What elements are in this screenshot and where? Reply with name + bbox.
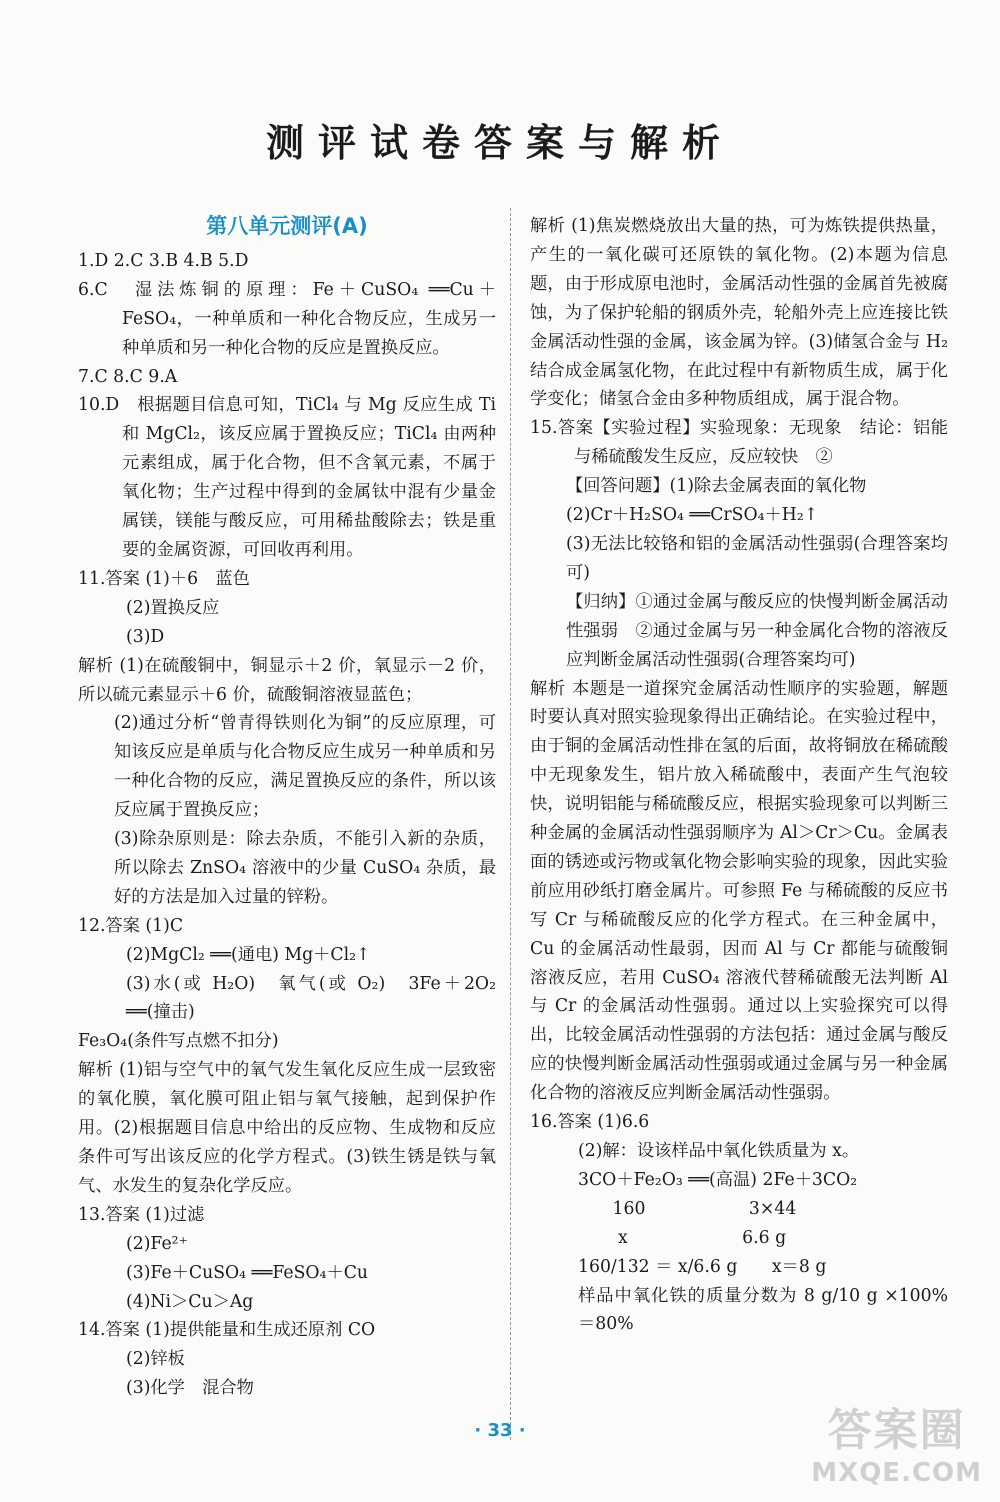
right-paragraph: 16.答案 (1)6.6 <box>530 1112 650 1133</box>
left-paragraph: (4)Ni＞Cu＞Ag <box>126 1291 254 1312</box>
left-paragraph: 10.D 根据题目信息可知，TiCl₄ 与 Mg 反应生成 Ti 和 MgCl₂，该反应属于置换反应；TiCl₄ 由两种元素组成，属于化合物，但不含氧元素，不属于氧化物；生产过程中得到的金属钛中混有少量金属镁，镁能与酸反应，可用稀盐酸除去；铁是重要的金属资源，可回收再利用。 <box>78 395 496 560</box>
right-paragraph: (2)Cr＋H₂SO₄ ══CrSO₄＋H₂↑ <box>566 505 819 526</box>
left-paragraph: 解析 (1)在硫酸铜中，铜显示＋2 价，氧显示－2 价，所以硫元素显示＋6 价，硫酸铜溶液显蓝色； <box>78 655 496 705</box>
left-paragraph: 11.答案 (1)＋6 蓝色 <box>78 568 250 589</box>
right-paragraph: 解析 (1)焦炭燃烧放出大量的热，可为炼铁提供热量，产生的一氧化碳可还原铁的氧化物。(2)本题为信息题，由于形成原电池时，金属活动性强的金属首先被腐蚀，为了保护轮船的钢质外壳，轮船外壳上应连接比铁金属活动性强的金属，该金属为锌。(3)储氢合金与 H₂ 结合成金属氢化物，在此过程中有新物质生成，属于化学变化；储氢合金由多种物质组成，属于混合物。 <box>530 216 948 410</box>
right-paragraph: 【回答问题】(1)除去金属表面的氧化物 <box>566 476 867 497</box>
left-paragraph: 解析 (1)铝与空气中的氧气发生氧化反应生成一层致密的氧化膜，氧化膜可阻止铝与氧气接触，起到保护作用。(2)根据题目信息中给出的反应物、生成物和反应条件可写出该反应的化学方程式。(3)铁生锈是铁与氧气、水发生的复杂化学反应。 <box>78 1060 496 1196</box>
right-paragraph: 160/132 ＝ x/6.6 g x＝8 g <box>578 1256 827 1277</box>
left-paragraph: 6.C 湿法炼铜的原理：Fe＋CuSO₄ ══Cu＋FeSO₄，一种单质和一种化合物反应，生成另一种单质和另一种化合物的反应是置换反应。 <box>78 279 496 358</box>
right-paragraph: (2)解：设该样品中氧化铁质量为 x。 <box>578 1141 860 1161</box>
left-paragraph: (3)Fe＋CuSO₄ ══FeSO₄＋Cu <box>126 1262 369 1283</box>
left-paragraph: (2)MgCl₂ ══(通电) Mg＋Cl₂↑ <box>126 944 371 965</box>
right-paragraph: x 6.6 g <box>578 1227 787 1248</box>
left-paragraph: (3)化学 混合物 <box>126 1378 254 1399</box>
left-paragraph: (2)Fe²⁺ <box>126 1233 188 1254</box>
left-paragraph: 1.D 2.C 3.B 4.B 5.D <box>78 250 249 271</box>
left-paragraph: 12.答案 (1)C <box>78 915 184 936</box>
right-paragraph: 160 3×44 <box>578 1198 797 1219</box>
watermark-logo <box>811 1394 982 1488</box>
left-paragraph: Fe₃O₄(条件写点燃不扣分) <box>78 1031 279 1052</box>
left-column <box>78 212 496 1403</box>
watermark-brand: 答案圈 <box>827 1405 966 1456</box>
right-paragraph: (3)无法比较铬和铝的金属活动性强弱(合理答案均可) <box>566 533 948 583</box>
left-paragraph: (2)通过分析“曾青得铁则化为铜”的反应原理，可知该反应是单质与化合物反应生成另一种单质和另一种化合物的反应，满足置换反应的条件，所以该反应属于置换反应； <box>114 713 496 821</box>
watermark-url: MXQE.COM <box>811 1458 982 1488</box>
right-paragraph: 15.答案【实验过程】实验现象：无现象 结论：铝能与稀硫酸发生反应，反应较快 ② <box>530 418 948 468</box>
left-paragraph: (2)置换反应 <box>126 597 220 618</box>
left-paragraph: (3)D <box>126 626 165 647</box>
left-paragraph: (3)除杂原则是：除去杂质，不能引入新的杂质，所以除去 ZnSO₄ 溶液中的少量 CuSO₄ 杂质，最好的方法是加入过量的锌粉。 <box>114 829 496 907</box>
left-paragraph: 7.C 8.C 9.A <box>78 366 178 387</box>
right-paragraph: 解析 本题是一道探究金属活动性顺序的实验题，解题时要认真对照实验现象得出正确结论。在实验过程中，由于铜的金属活动性排在氢的后面，故将铜放在稀硫酸中无现象发生，铝片放入稀硫酸中，表面产生气泡较快，说明铝能与稀硫酸反应，根据实验现象可以判断三种金属的金属活动性强弱顺序为 Al＞Cr＞Cu。金属表面的锈迹或污物或氧化物会影响实验的现象，因此实验前应用砂纸打磨金属片。可参照 Fe 与稀硫酸的反应书写 Cr 与稀硫酸反应的化学方程式。在三种金属中，Cu 的金属活动性最弱，因而 Al 与 Cr 都能与硫酸铜溶液反应，若用 CuSO₄ 溶液代替稀硫酸无法判断 Al 与 Cr 的金属活动性强弱。通过以上实验探究可以得出，比较金属活动性强弱的方法包括：通过金属与酸反应的快慢判断金属活动性强弱或通过金属与另一种金属化合物的溶液反应判断金属活动性强弱。 <box>530 678 948 1104</box>
right-paragraph: 3CO＋Fe₂O₃ ══(高温) 2Fe＋3CO₂ <box>578 1169 858 1190</box>
left-paragraph: 14.答案 (1)提供能量和生成还原剂 CO <box>78 1320 376 1341</box>
unit-title: 第八单元测评(A) <box>206 214 368 238</box>
page-number: · 33 · <box>474 1420 526 1441</box>
right-paragraph: 样品中氧化铁的质量分数为 8 g/10 g ×100%＝80% <box>578 1285 948 1335</box>
right-column <box>530 212 948 1339</box>
left-paragraph: (3)水(或 H₂O) 氧气(或 O₂) 3Fe＋2O₂ ══(撞击) <box>126 973 496 1023</box>
left-paragraph: (2)锌板 <box>126 1349 185 1370</box>
column-divider <box>510 208 511 1440</box>
left-paragraph: 13.答案 (1)过滤 <box>78 1204 205 1225</box>
right-paragraph: 【归纳】①通过金属与酸反应的快慢判断金属活动性强弱 ②通过金属与另一种金属化合物的溶液反应判断金属活动性强弱(合理答案均可) <box>566 591 948 670</box>
page-title: 测评试卷答案与解析 <box>265 121 734 165</box>
